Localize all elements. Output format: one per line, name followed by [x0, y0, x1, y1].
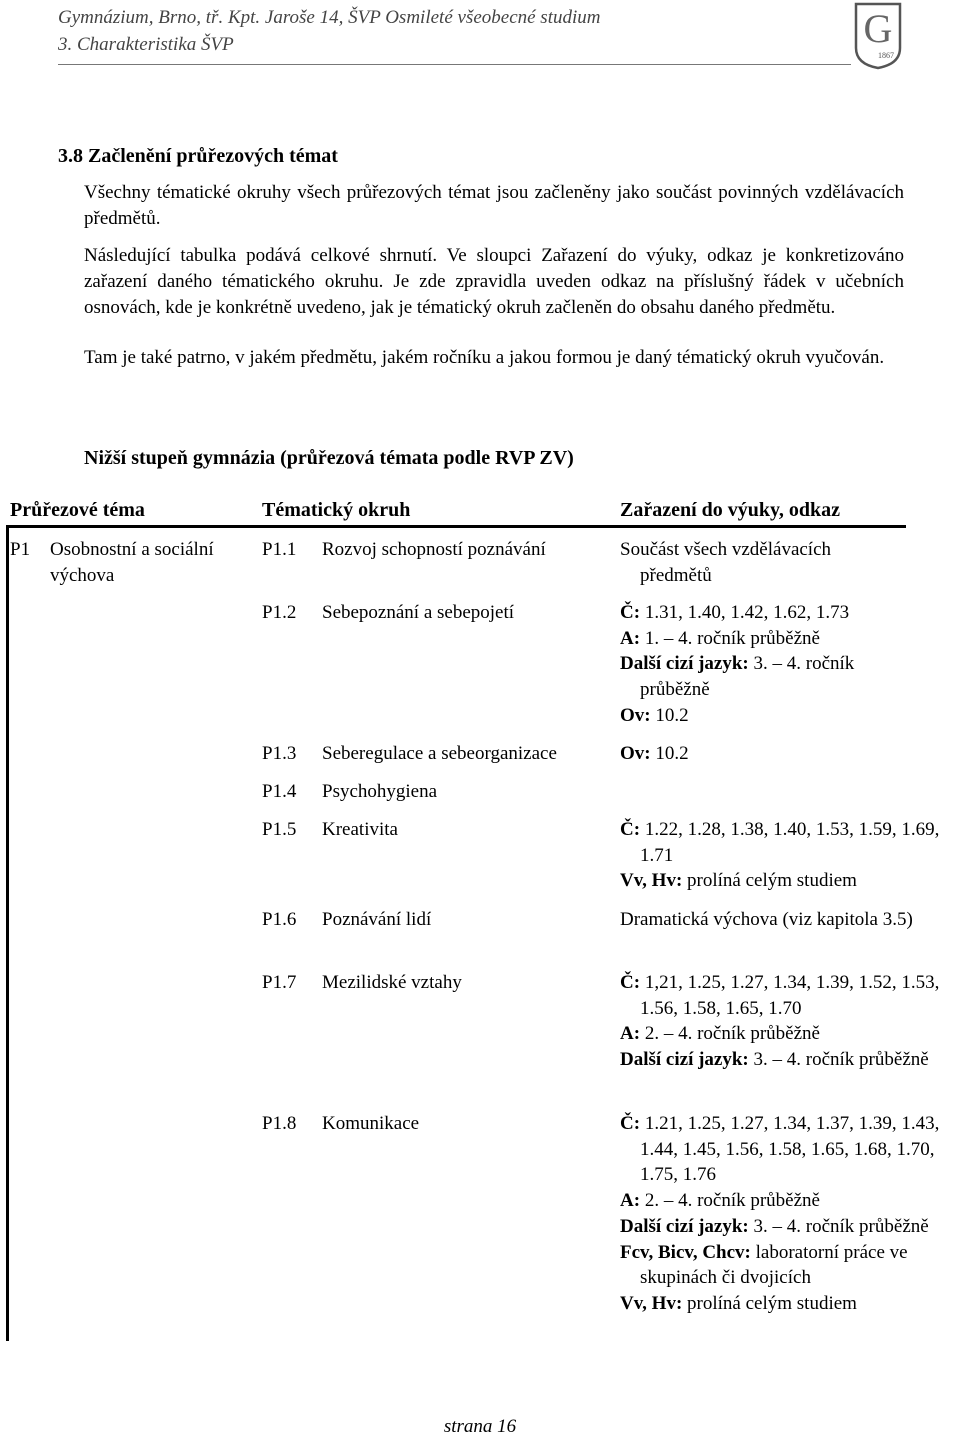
reference-line: Č: 1,21, 1.25, 1.27, 1.34, 1.39, 1.52, 1.53, 1.56, 1.58, 1.65, 1.70	[620, 972, 940, 1019]
school-logo	[852, 2, 904, 70]
reference-cell	[620, 1111, 952, 1317]
reference-line: Fcv, Bicv, Chcv: laboratorní práce ve skupinách či dvojicích	[620, 1241, 908, 1289]
reference-cell	[620, 741, 955, 767]
topic-name-line1: Osobnostní a sociální	[50, 539, 214, 560]
header-chapter: 3. Charakteristika ŠVP	[58, 34, 234, 55]
okruh-code: P1.1	[262, 539, 297, 560]
reference-cell	[620, 600, 910, 729]
reference-cell	[620, 537, 900, 588]
okruh-name: Kreativita	[322, 819, 398, 840]
reference-line: Č: 1.31, 1.40, 1.42, 1.62, 1.73	[620, 602, 850, 623]
reference-cell	[620, 907, 935, 933]
reference-line: A: 1. – 4. ročník průběžně	[620, 627, 820, 649]
reference-line: Vv, Hv: prolíná celým studiem	[620, 870, 857, 892]
reference-line: Ov: 10.2	[620, 743, 689, 764]
reference-line: Součást všech vzdělávacích předmětů	[620, 539, 832, 586]
reference-line: Dramatická výchova (viz kapitola 3.5)	[620, 909, 913, 930]
page-number: strana 16	[443, 1416, 517, 1437]
reference-line: Č: 1.21, 1.25, 1.27, 1.34, 1.37, 1.39, 1.43, 1.44, 1.45, 1.56, 1.58, 1.65, 1.68, 1.70, 1.75, 1.76	[620, 1113, 940, 1186]
okruh-name: Psychohygiena	[322, 781, 438, 802]
okruh-code: P1.6	[262, 909, 297, 930]
okruh-code: P1.5	[262, 819, 297, 840]
table-left-border	[6, 525, 9, 1341]
reference-line: Ov: 10.2	[620, 704, 689, 726]
paragraph-1: Všechny tématické okruhy všech průřezových témat jsou začleněny jako součást povinných vzdělávacích předmětů.	[84, 182, 904, 229]
reference-line: Další cizí jazyk: 3. – 4. ročník průběžně	[620, 1215, 929, 1237]
reference-line: Vv, Hv: prolíná celým studiem	[620, 1292, 857, 1314]
okruh-code: P1.2	[262, 602, 297, 623]
okruh-name: Sebepoznání a sebepojetí	[322, 602, 515, 623]
okruh-name: Mezilidské vztahy	[322, 972, 462, 993]
paragraph-3: Tam je také patrno, v jakém předmětu, jakém ročníku a jakou formou je daný tématický okruh vyučován.	[84, 347, 885, 368]
okruh-name: Poznávání lidí	[322, 909, 432, 930]
reference-line: A: 2. – 4. ročník průběžně	[620, 1190, 820, 1212]
section-title: 3.8 Začlenění průřezových témat	[58, 145, 338, 167]
reference-line: A: 2. – 4. ročník průběžně	[620, 1023, 820, 1045]
reference-cell	[620, 970, 952, 1073]
page-header	[58, 4, 848, 58]
column-header-okruh: Tématický okruh	[262, 499, 411, 521]
header-rule-thick	[6, 525, 906, 528]
reference-line: Další cizí jazyk: 3. – 4. ročník průběžně	[620, 653, 855, 701]
okruh-name: Rozvoj schopností poznávání	[322, 539, 546, 560]
header-rule	[58, 64, 851, 65]
reference-line: Další cizí jazyk: 3. – 4. ročník průběžně	[620, 1049, 929, 1071]
topic-code: P1	[10, 539, 31, 560]
okruh-code: P1.7	[262, 972, 297, 993]
okruh-code: P1.8	[262, 1113, 297, 1134]
okruh-name: Komunikace	[322, 1113, 420, 1134]
topic-name-line2: výchova	[50, 565, 115, 586]
paragraph-2: Následující tabulka podává celkové shrnutí. Ve sloupci Zařazení do výuky, odkaz je konkretizováno zařazení daného tématického okruhu. Je zde zpravidla uveden odkaz na příslušný řádek v učebních osnovách, kde je konkrétně uvedeno, jak je tématický okruh začleněn do obsahu daného předmětu.	[84, 245, 904, 318]
column-header-reference: Zařazení do výuky, odkaz	[620, 499, 841, 521]
okruh-code: P1.3	[262, 743, 297, 764]
logo-year: 1867	[878, 51, 894, 60]
header-school: Gymnázium, Brno, tř. Kpt. Jaroše 14, ŠVP Osmileté všeobecné studium	[58, 7, 601, 28]
table-subtitle: Nižší stupeň gymnázia (průřezová témata podle RVP ZV)	[84, 447, 574, 469]
column-header-topic: Průřezové téma	[10, 499, 145, 521]
okruh-code: P1.4	[262, 781, 297, 802]
reference-cell	[620, 817, 955, 894]
reference-line: Č: 1.22, 1.28, 1.38, 1.40, 1.53, 1.59, 1.69, 1.71	[620, 819, 940, 866]
okruh-name: Seberegulace a sebeorganizace	[322, 743, 557, 764]
logo-letter: G	[863, 6, 893, 51]
